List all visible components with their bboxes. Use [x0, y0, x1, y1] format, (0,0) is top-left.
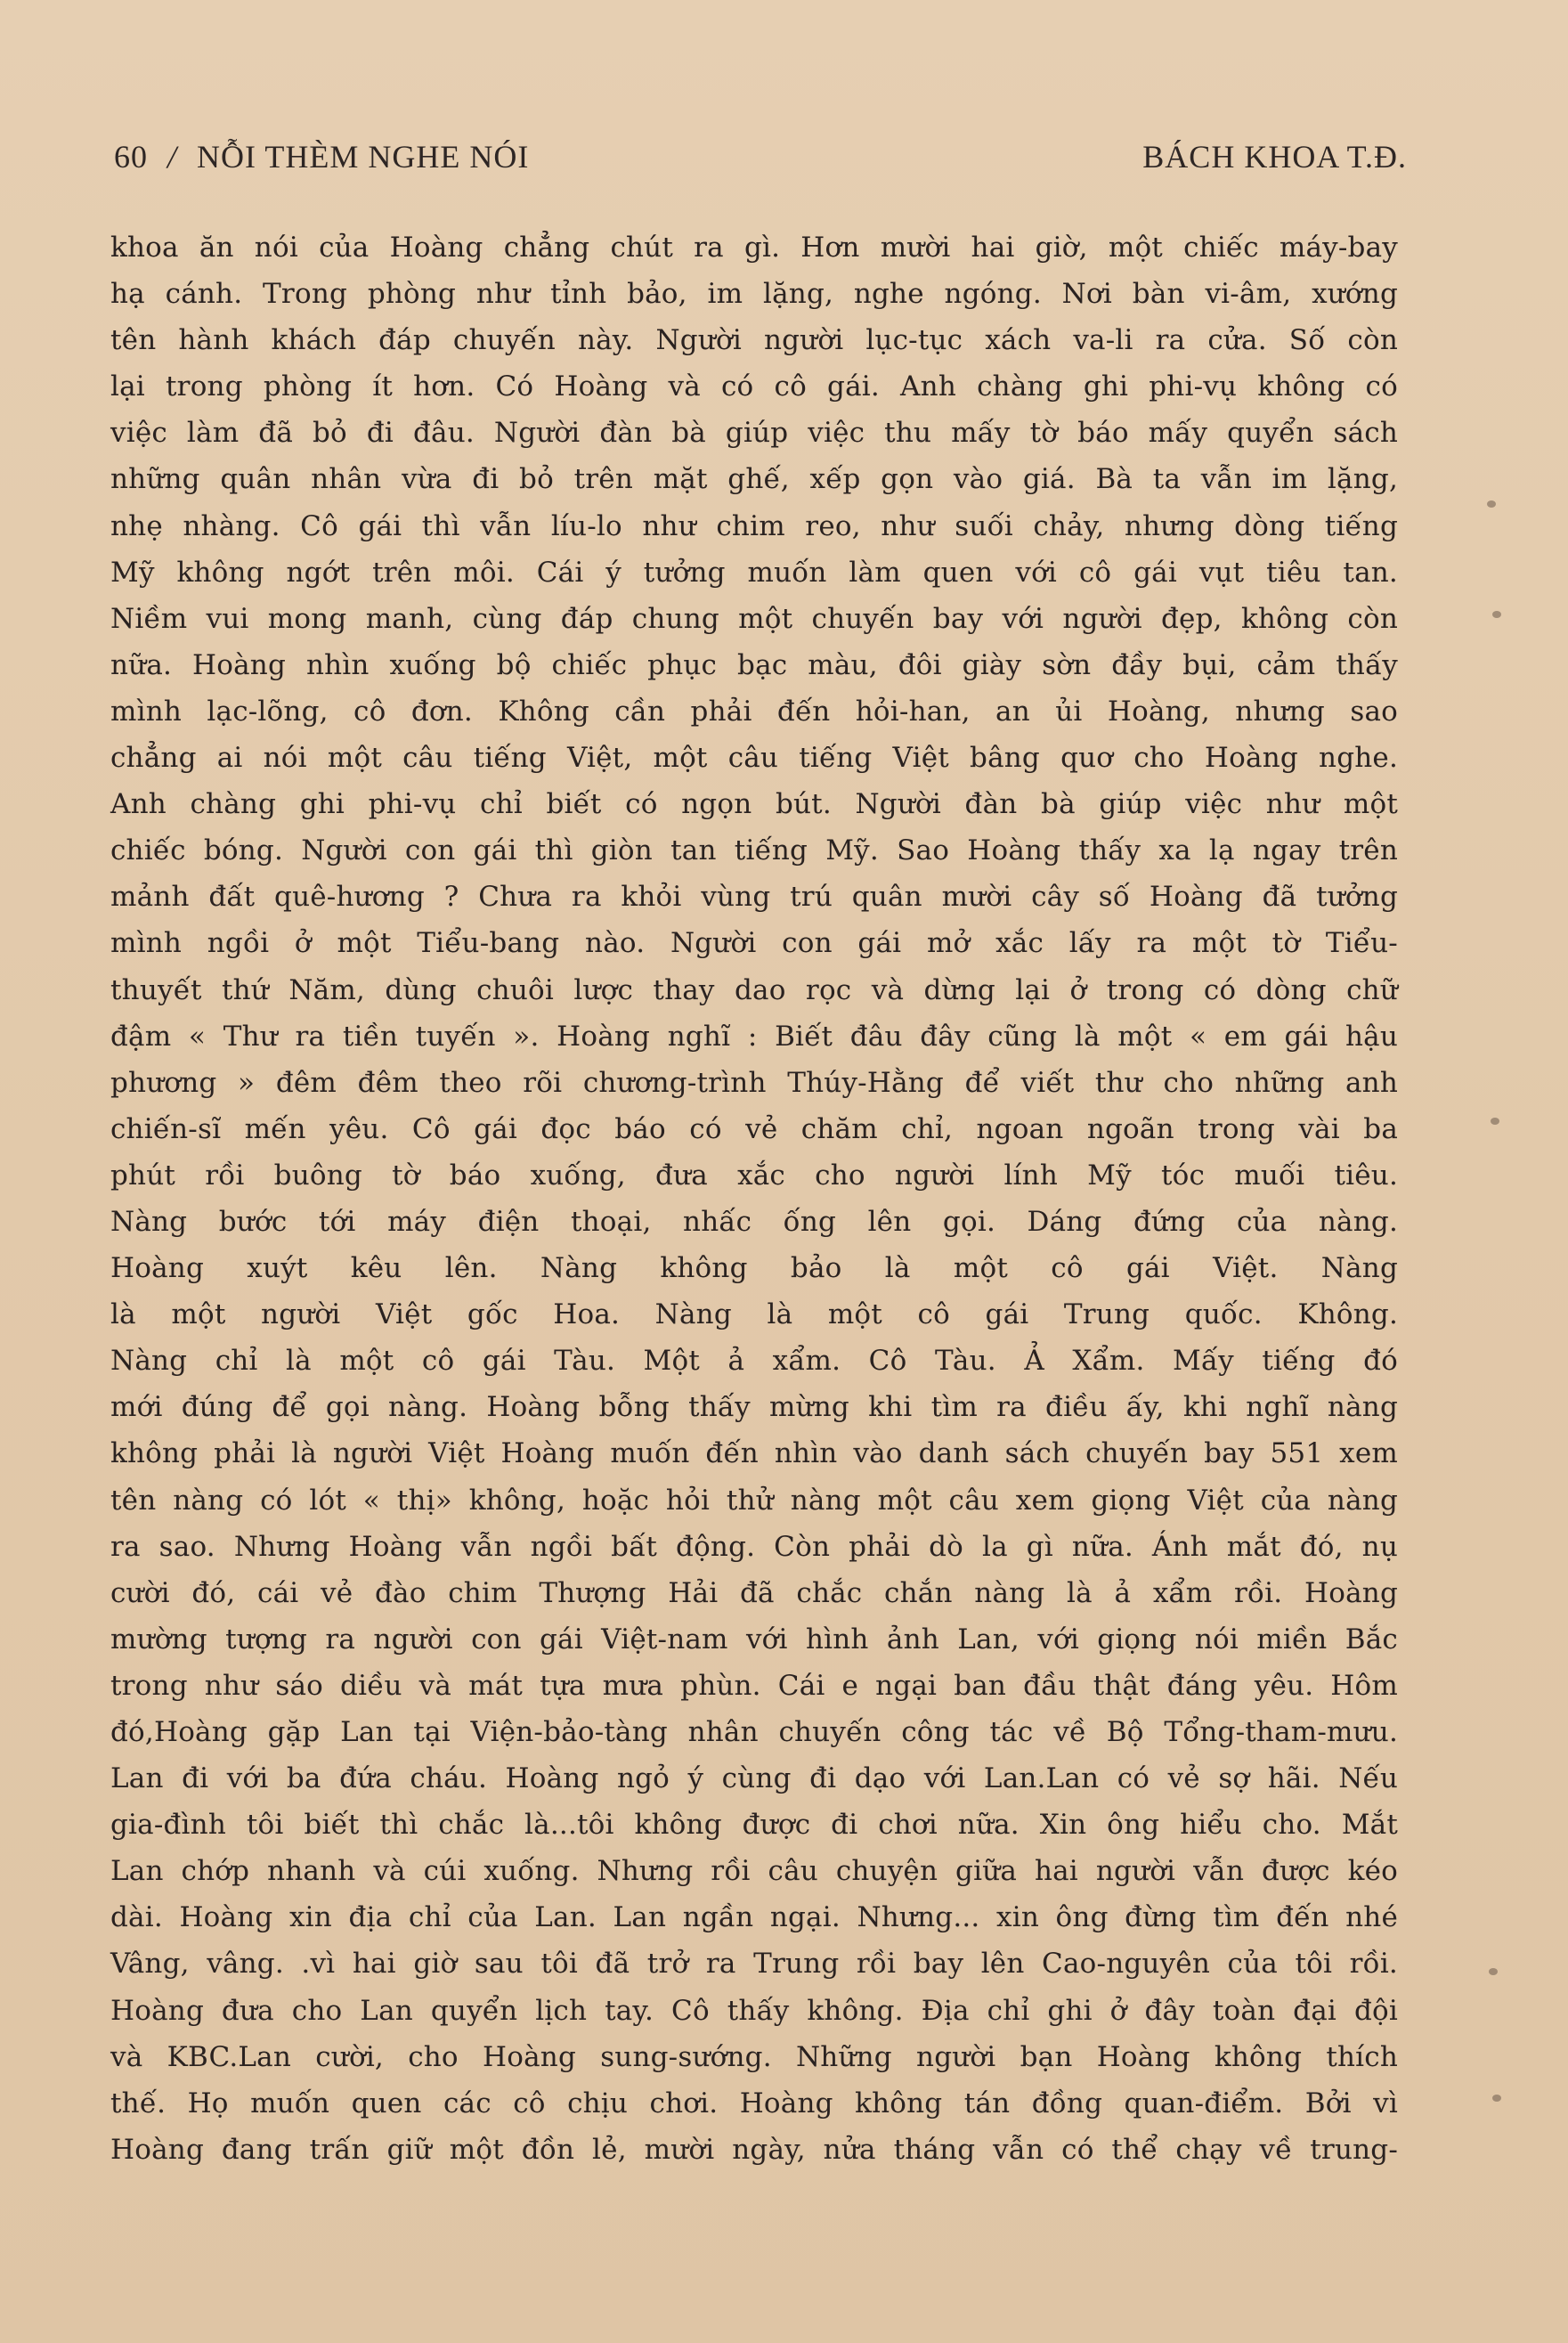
page-number: 60 [114, 139, 148, 175]
print-speck [1489, 1968, 1498, 1975]
text-line: chẳng ai nói một câu tiếng Việt, một câu tiếng Việt bâng quơ cho Hoàng nghe. [110, 742, 1398, 775]
print-speck [1491, 1118, 1499, 1125]
text-line: cười đó, cái vẻ đào chim Thượng Hải đã chắc chắn nàng là ả xẩm rồi. Hoàng [110, 1576, 1398, 1609]
text-line: Hoàng xuýt kêu lên. Nàng không bảo là một cô gái Việt. Nàng [110, 1252, 1398, 1285]
text-line: tên hành khách đáp chuyến này. Người người lục-tục xách va-li ra cửa. Số còn [110, 324, 1398, 357]
text-line: mường tượng ra người con gái Việt-nam với hình ảnh Lan, với giọng nói miền Bắc [110, 1623, 1398, 1656]
text-line: Hoàng đang trấn giữ một đồn lẻ, mười ngày, nửa tháng vẫn có thể chạy về trung- [110, 2133, 1398, 2166]
text-line: Nàng bước tới máy điện thoại, nhấc ống lên gọi. Dáng đứng của nàng. [110, 1205, 1398, 1238]
print-speck [1487, 500, 1496, 508]
text-line: Anh chàng ghi phi-vụ chỉ biết có ngọn bút. Người đàn bà giúp việc như một [110, 788, 1398, 821]
text-line: mảnh đất quê-hương ? Chưa ra khỏi vùng trú quân mười cây số Hoàng đã tưởng [110, 881, 1398, 914]
section-title: NỖI THÈM NGHE NÓI [197, 139, 530, 175]
text-line: thế. Họ muốn quen các cô chịu chơi. Hoàng không tán đồng quan-điểm. Bởi vì [110, 2087, 1398, 2119]
text-line: là một người Việt gốc Hoa. Nàng là một cô gái Trung quốc. Không. [110, 1298, 1398, 1331]
text-line: ra sao. Nhưng Hoàng vẫn ngồi bất động. Còn phải dò la gì nữa. Ánh mắt đó, nụ [110, 1530, 1398, 1563]
text-line: phút rồi buông tờ báo xuống, đưa xắc cho người lính Mỹ tóc muối tiêu. [110, 1159, 1398, 1192]
text-line: mình ngồi ở một Tiểu-bang nào. Người con gái mở xắc lấy ra một tờ Tiểu- [110, 927, 1398, 960]
print-speck [1492, 2095, 1501, 2102]
text-line: và KBC.Lan cười, cho Hoàng sung-sướng. Những người bạn Hoàng không thích [110, 2040, 1398, 2073]
text-line: đó,Hoàng gặp Lan tại Viện-bảo-tàng nhân chuyến công tác về Bộ Tổng-tham-mưu. [110, 1716, 1398, 1748]
text-line: không phải là người Việt Hoàng muốn đến nhìn vào danh sách chuyến bay 551 xem [110, 1437, 1398, 1470]
text-line: Lan chớp nhanh và cúi xuống. Nhưng rồi câu chuyện giữa hai người vẫn được kéo [110, 1855, 1398, 1888]
text-line: gia-đình tôi biết thì chắc là...tôi không được đi chơi nữa. Xin ông hiểu cho. Mắt [110, 1809, 1398, 1842]
publication-name: BÁCH KHOA T.Đ. [1142, 139, 1407, 175]
text-line: chiếc bóng. Người con gái thì giòn tan tiếng Mỹ. Sao Hoàng thấy xa lạ ngay trên [110, 834, 1398, 867]
text-line: Niềm vui mong manh, cùng đáp chung một chuyến bay với người đẹp, không còn [110, 602, 1398, 635]
text-line: việc làm đã bỏ đi đâu. Người đàn bà giúp việc thu mấy tờ báo mấy quyển sách [110, 417, 1398, 450]
text-line: khoa ăn nói của Hoàng chẳng chút ra gì. Hơn mười hai giờ, một chiếc máy-bay [110, 232, 1398, 264]
header-separator: / [167, 139, 178, 175]
text-line: hạ cánh. Trong phòng như tỉnh bảo, im lặng, nghe ngóng. Nơi bàn vi-âm, xướng [110, 278, 1398, 311]
text-line: chiến-sĩ mến yêu. Cô gái đọc báo có vẻ chăm chỉ, ngoan ngoãn trong vài ba [110, 1112, 1398, 1145]
print-speck [1492, 611, 1501, 618]
text-line: Vâng, vâng. .vì hai giờ sau tôi đã trở ra Trung rồi bay lên Cao-nguyên của tôi rồi. [110, 1948, 1398, 1981]
page-header [114, 132, 1407, 182]
text-line: Hoàng đưa cho Lan quyển lịch tay. Cô thấy không. Địa chỉ ghi ở đây toàn đại đội [110, 1994, 1398, 2027]
text-line: nữa. Hoàng nhìn xuống bộ chiếc phục bạc màu, đôi giày sờn đầy bụi, cảm thấy [110, 648, 1398, 681]
text-line: mới đúng để gọi nàng. Hoàng bỗng thấy mừng khi tìm ra điều ấy, khi nghĩ nàng [110, 1391, 1398, 1424]
text-line: phương » đêm đêm theo rõi chương-trình Thúy-Hằng để viết thư cho những anh [110, 1066, 1398, 1099]
text-line: trong như sáo diều và mát tựa mưa phùn. Cái e ngại ban đầu thật đáng yêu. Hôm [110, 1669, 1398, 1702]
text-line: mình lạc-lõng, cô đơn. Không cần phải đến hỏi-han, an ủi Hoàng, nhưng sao [110, 695, 1398, 728]
text-line: dài. Hoàng xin địa chỉ của Lan. Lan ngần ngại. Nhưng... xin ông đừng tìm đến nhé [110, 1901, 1398, 1934]
text-line: đậm « Thư ra tiền tuyến ». Hoàng nghĩ : Biết đâu đây cũng là một « em gái hậu [110, 1020, 1398, 1053]
text-line: lại trong phòng ít hơn. Có Hoàng và có cô gái. Anh chàng ghi phi-vụ không có [110, 370, 1398, 403]
text-line: những quân nhân vừa đi bỏ trên mặt ghế, xếp gọn vào giá. Bà ta vẫn im lặng, [110, 463, 1398, 496]
text-line: thuyết thứ Năm, dùng chuôi lược thay dao rọc và dừng lại ở trong có dòng chữ [110, 973, 1398, 1006]
body-text [110, 224, 1398, 2173]
text-line: Mỹ không ngớt trên môi. Cái ý tưởng muốn làm quen với cô gái vụt tiêu tan. [110, 556, 1398, 589]
text-line: nhẹ nhàng. Cô gái thì vẫn líu-lo như chim reo, như suối chảy, nhưng dòng tiếng [110, 509, 1398, 542]
text-line: Lan đi với ba đứa cháu. Hoàng ngỏ ý cùng đi dạo với Lan.Lan có vẻ sợ hãi. Nếu [110, 1762, 1398, 1795]
text-line: Nàng chỉ là một cô gái Tàu. Một ả xẩm. Cô Tàu. Ả Xẩm. Mấy tiếng đó [110, 1345, 1398, 1378]
text-line: tên nàng có lót « thị» không, hoặc hỏi thử nàng một câu xem giọng Việt của nàng [110, 1484, 1398, 1517]
